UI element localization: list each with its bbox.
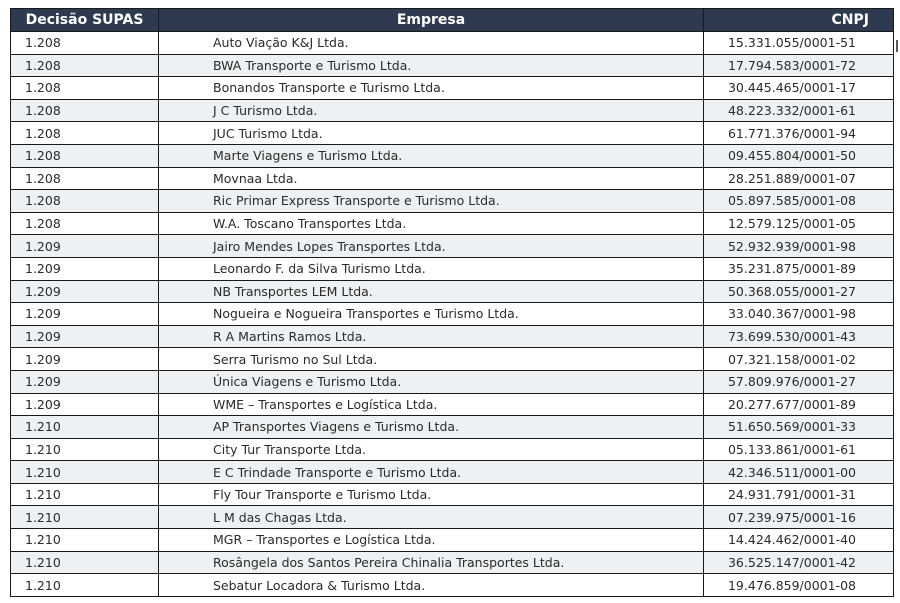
cell-cnpj: 48.223.332/0001-61 [704,99,894,122]
table-row [11,393,894,416]
cell-decisao: 1.208 [11,212,159,235]
table-row [11,257,894,280]
cell-cnpj: 57.809.976/0001-27 [704,370,894,393]
cell-cnpj: 12.579.125/0001-05 [704,212,894,235]
cell-decisao: 1.208 [11,32,159,55]
cell-cnpj: 20.277.677/0001-89 [704,393,894,416]
cell-cnpj: 61.771.376/0001-94 [704,122,894,145]
cell-decisao: 1.210 [11,461,159,484]
cell-cnpj: 33.040.367/0001-98 [704,303,894,326]
cell-empresa: Marte Viagens e Turismo Ltda. [159,144,704,167]
table-row [11,190,894,213]
table-row [11,529,894,552]
cell-empresa: Auto Viação K&J Ltda. [159,32,704,55]
cell-decisao: 1.210 [11,551,159,574]
cell-decisao: 1.210 [11,506,159,529]
cell-decisao: 1.209 [11,393,159,416]
table-row [11,370,894,393]
cell-empresa: BWA Transporte e Turismo Ltda. [159,54,704,77]
cell-decisao: 1.209 [11,370,159,393]
table-header [11,9,894,32]
cell-cnpj: 30.445.465/0001-17 [704,77,894,100]
table-row [11,77,894,100]
cell-decisao: 1.208 [11,144,159,167]
decisions-table-container [10,8,893,597]
table-row [11,483,894,506]
cell-empresa: Sebatur Locadora & Turismo Ltda. [159,574,704,597]
cell-decisao: 1.210 [11,483,159,506]
cell-cnpj: 52.932.939/0001-98 [704,235,894,258]
table-row [11,416,894,439]
cell-empresa: City Tur Transporte Ltda. [159,438,704,461]
cell-empresa: AP Transportes Viagens e Turismo Ltda. [159,416,704,439]
cell-cnpj: 09.455.804/0001-50 [704,144,894,167]
table-row [11,303,894,326]
header-cnpj: CNPJ [704,9,894,32]
cell-decisao: 1.208 [11,54,159,77]
table-row [11,122,894,145]
table-row [11,212,894,235]
cell-empresa: Jairo Mendes Lopes Transportes Ltda. [159,235,704,258]
cell-cnpj: 35.231.875/0001-89 [704,257,894,280]
cell-cnpj: 07.321.158/0001-02 [704,348,894,371]
cell-cnpj: 28.251.889/0001-07 [704,167,894,190]
decisions-table [10,8,894,597]
cell-cnpj: 15.331.055/0001-51 [704,32,894,55]
cell-empresa: Leonardo F. da Silva Turismo Ltda. [159,257,704,280]
cell-cnpj: 17.794.583/0001-72 [704,54,894,77]
table-row [11,144,894,167]
cell-cnpj: 05.897.585/0001-08 [704,190,894,213]
table-row [11,348,894,371]
table-row [11,325,894,348]
cell-empresa: WME – Transportes e Logística Ltda. [159,393,704,416]
cell-decisao: 1.208 [11,122,159,145]
scrollbar-edge-mark [896,40,898,52]
header-row [11,9,894,32]
table-row [11,99,894,122]
cell-empresa: MGR – Transportes e Logística Ltda. [159,529,704,552]
header-empresa: Empresa [159,9,704,32]
cell-cnpj: 24.931.791/0001-31 [704,483,894,506]
cell-decisao: 1.208 [11,167,159,190]
table-row [11,235,894,258]
cell-empresa: J C Turismo Ltda. [159,99,704,122]
cell-decisao: 1.208 [11,77,159,100]
table-row [11,574,894,597]
cell-empresa: Ric Primar Express Transporte e Turismo Ltda. [159,190,704,213]
cell-decisao: 1.209 [11,325,159,348]
cell-decisao: 1.210 [11,438,159,461]
cell-cnpj: 19.476.859/0001-08 [704,574,894,597]
header-decisao-supas: Decisão SUPAS [11,9,159,32]
cell-decisao: 1.209 [11,280,159,303]
cell-cnpj: 50.368.055/0001-27 [704,280,894,303]
cell-cnpj: 42.346.511/0001-00 [704,461,894,484]
cell-empresa: Nogueira e Nogueira Transportes e Turismo Ltda. [159,303,704,326]
table-row [11,461,894,484]
cell-decisao: 1.209 [11,235,159,258]
cell-empresa: R A Martins Ramos Ltda. [159,325,704,348]
cell-cnpj: 73.699.530/0001-43 [704,325,894,348]
cell-empresa: Serra Turismo no Sul Ltda. [159,348,704,371]
cell-cnpj: 07.239.975/0001-16 [704,506,894,529]
table-row [11,506,894,529]
cell-empresa: Fly Tour Transporte e Turismo Ltda. [159,483,704,506]
cell-empresa: E C Trindade Transporte e Turismo Ltda. [159,461,704,484]
table-body [11,32,894,597]
cell-empresa: JUC Turismo Ltda. [159,122,704,145]
cell-decisao: 1.208 [11,190,159,213]
cell-cnpj: 05.133.861/0001-61 [704,438,894,461]
cell-empresa: Movnaa Ltda. [159,167,704,190]
cell-empresa: L M das Chagas Ltda. [159,506,704,529]
table-row [11,280,894,303]
table-row [11,167,894,190]
cell-decisao: 1.209 [11,348,159,371]
cell-empresa: Única Viagens e Turismo Ltda. [159,370,704,393]
table-row [11,438,894,461]
table-row [11,551,894,574]
cell-cnpj: 51.650.569/0001-33 [704,416,894,439]
cell-decisao: 1.209 [11,303,159,326]
table-row [11,32,894,55]
cell-decisao: 1.210 [11,416,159,439]
cell-decisao: 1.208 [11,99,159,122]
cell-cnpj: 14.424.462/0001-40 [704,529,894,552]
cell-decisao: 1.210 [11,529,159,552]
cell-empresa: NB Transportes LEM Ltda. [159,280,704,303]
cell-decisao: 1.209 [11,257,159,280]
cell-cnpj: 36.525.147/0001-42 [704,551,894,574]
cell-decisao: 1.210 [11,574,159,597]
cell-empresa: Bonandos Transporte e Turismo Ltda. [159,77,704,100]
cell-empresa: Rosângela dos Santos Pereira Chinalia Transportes Ltda. [159,551,704,574]
table-row [11,54,894,77]
cell-empresa: W.A. Toscano Transportes Ltda. [159,212,704,235]
